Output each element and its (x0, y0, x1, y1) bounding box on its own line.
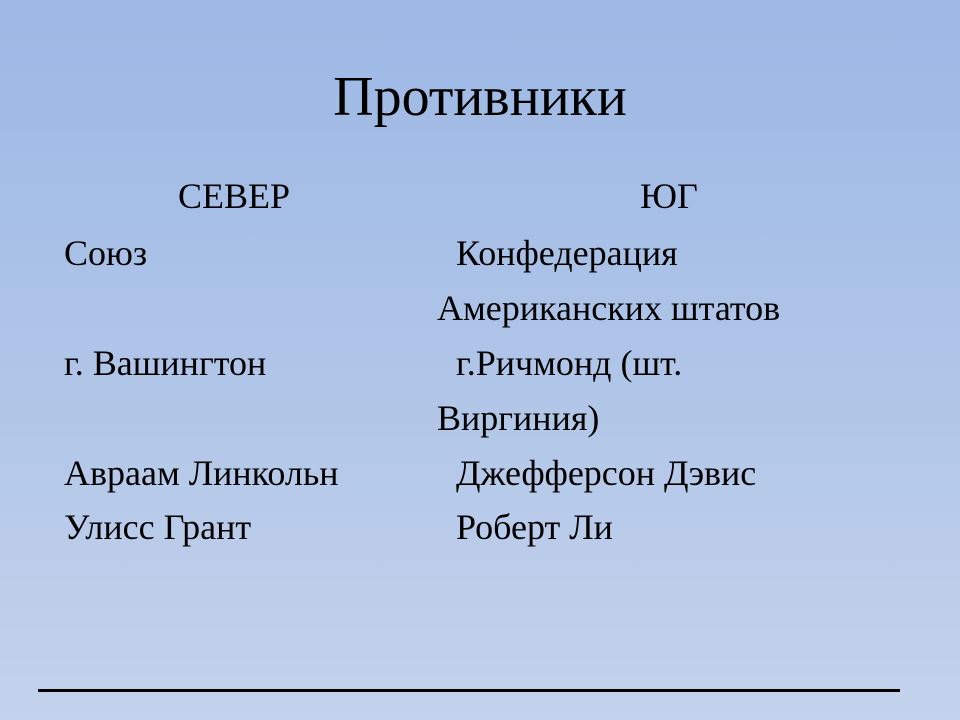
south-heading: ЮГ (640, 176, 698, 216)
north-name: Союз (64, 233, 148, 273)
north-general: Улисс Грант (64, 507, 252, 547)
south-name-line2: Американских штатов (437, 288, 781, 328)
south-capital-line2: Виргиния) (437, 398, 600, 438)
north-heading: СЕВЕР (178, 176, 291, 216)
south-general: Роберт Ли (456, 507, 613, 547)
bottom-divider (38, 689, 900, 692)
north-capital: г. Вашингтон (64, 343, 267, 383)
south-capital-line1: г.Ричмонд (шт. (456, 343, 683, 383)
north-leader: Авраам Линкольн (64, 453, 339, 493)
slide-title: Противники (333, 66, 627, 128)
south-leader: Джефферсон Дэвис (456, 453, 757, 493)
south-name-line1: Конфедерация (456, 233, 678, 273)
